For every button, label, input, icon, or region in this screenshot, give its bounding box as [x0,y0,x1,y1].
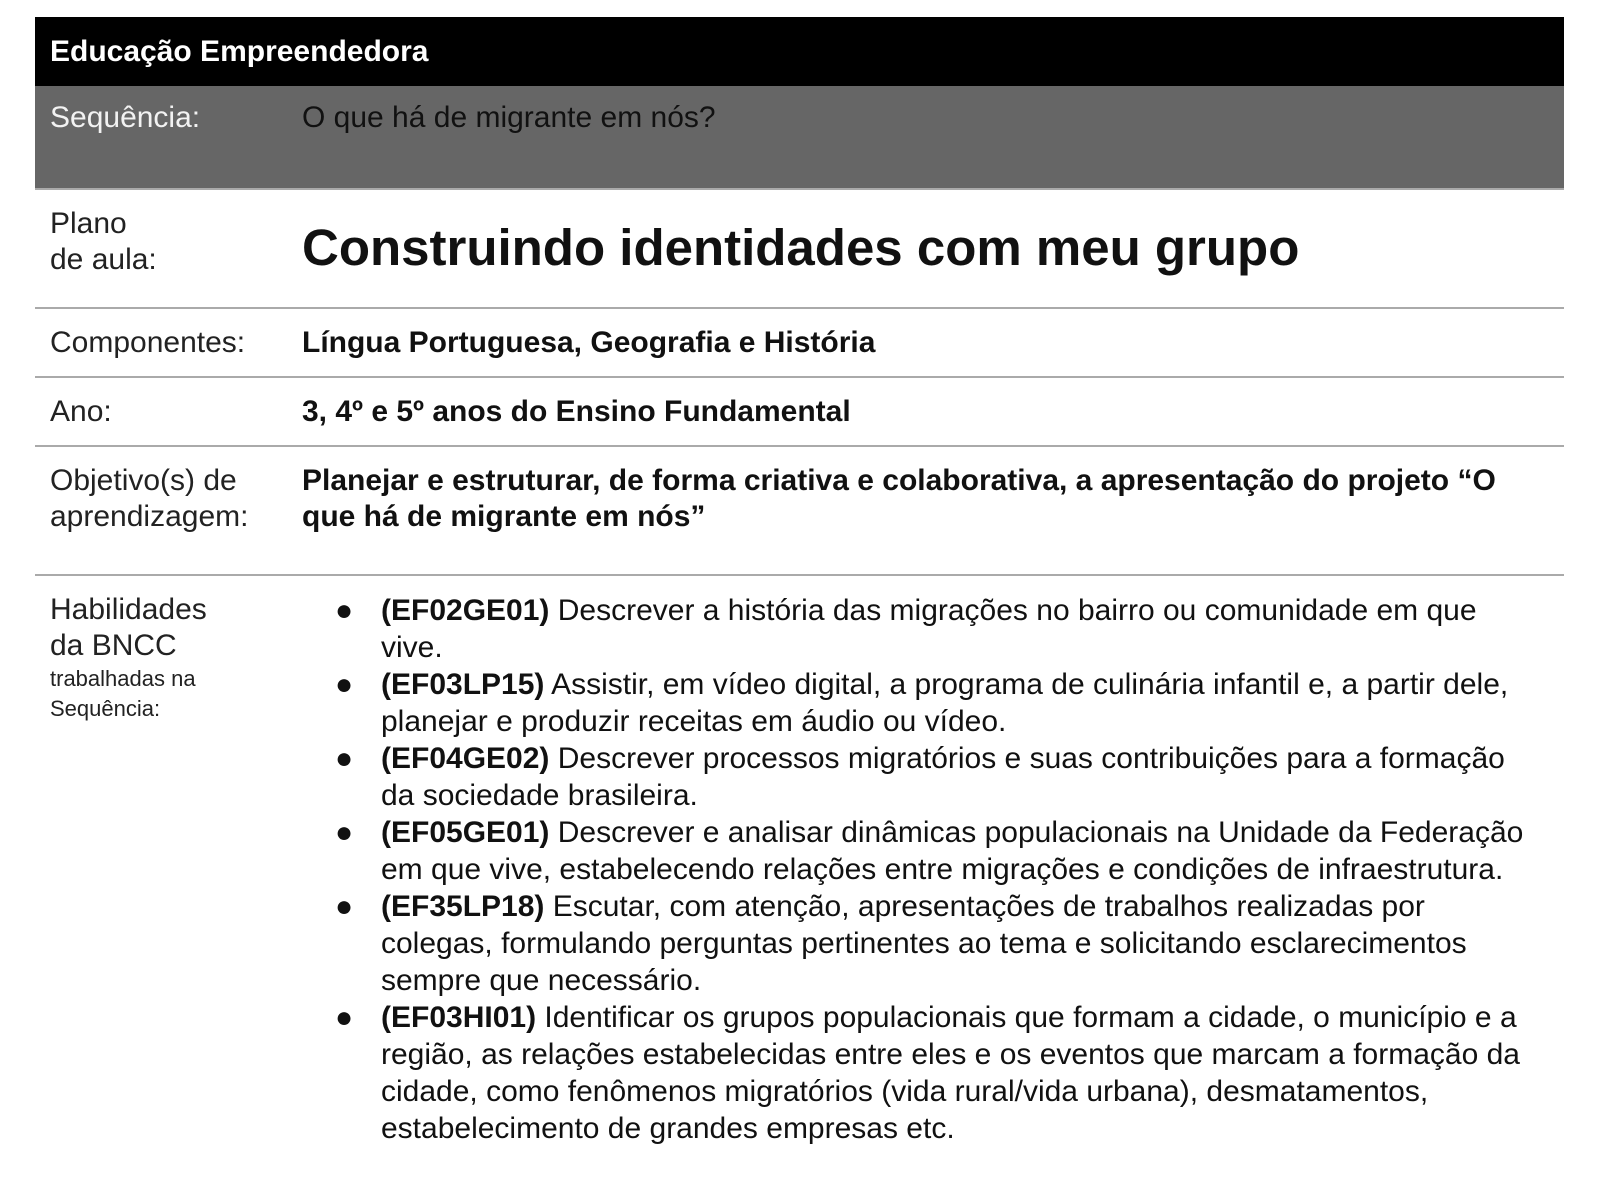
lesson-plan-label [35,206,302,307]
bullet-icon: ● [335,668,354,701]
bullet-icon: ● [335,742,354,775]
skill-item [302,814,1564,888]
skill-code: (EF05GE01) [381,816,550,849]
skills-label-small: trabalhadas na [50,666,196,691]
bullet-icon: ● [335,594,354,627]
bullet-icon: ● [335,816,354,849]
skill-item [302,999,1564,1147]
skill-item [302,592,1564,666]
lesson-plan-row [35,190,1564,309]
skills-list [302,592,1564,1147]
skill-code: (EF02GE01) [381,594,550,627]
skill-item [302,888,1564,999]
skill-code: (EF04GE02) [381,742,550,775]
objectives-label [35,463,302,574]
skills-row [35,576,1564,1147]
objectives-label-line: aprendizagem: [50,500,249,533]
sequence-label: Sequência: [50,101,201,134]
components-label: Componentes: [50,326,246,359]
skill-code: (EF03HI01) [381,1001,537,1034]
skill-code: (EF35LP18) [381,890,545,923]
lesson-plan-label-line: Plano [50,207,127,240]
skill-item [302,666,1564,740]
components-value: Língua Portuguesa, Geografia e História [302,326,876,359]
year-row [35,378,1564,447]
objectives-value: Planejar e estruturar, de forma criativa e colaborativa, a apresentação do projeto “O que há de migrante em nós” [302,464,1496,533]
skill-text: Escutar, com atenção, apresentações de trabalhos realizadas por colegas, formulando perguntas pertinentes ao tema e solicitando esclarecimentos sempre que necessário. [381,890,1467,997]
year-label: Ano: [50,395,112,428]
lesson-plan-title: Construindo identidades com meu grupo [302,219,1300,276]
skills-label-small: Sequência: [50,696,161,721]
skill-text: Descrever a história das migrações no bairro ou comunidade em que vive. [381,594,1477,664]
bullet-icon: ● [335,1001,354,1034]
skills-label-line: Habilidades [50,593,207,626]
skill-text: Assistir, em vídeo digital, a programa de culinária infantil e, a partir dele, planejar e produzir receitas em áudio ou vídeo. [381,668,1509,738]
document-header: Educação Empreendedora [35,17,1564,86]
skill-code: (EF03LP15) [381,668,545,701]
objectives-row [35,447,1564,576]
skill-text: Identificar os grupos populacionais que formam a cidade, o município e a região, as relações estabelecidas entre eles e os eventos que marcam a formação da cidade, como fenômenos migratórios (vida rural/vida urbana), desmatamentos, estabelecimento de grandes empresas etc. [381,1001,1520,1145]
lesson-plan-document [35,17,1564,1147]
skill-text: Descrever processos migratórios e suas contribuições para a formação da sociedade brasileira. [381,742,1505,812]
skill-text: Descrever e analisar dinâmicas populacionais na Unidade da Federação em que vive, estabelecendo relações entre migrações e condições de infraestrutura. [381,816,1524,886]
lesson-plan-label-line: de aula: [50,243,157,276]
skills-label-line: da BNCC [50,629,177,662]
skills-label [35,592,302,1147]
year-value: 3, 4º e 5º anos do Ensino Fundamental [302,395,851,428]
skill-item [302,740,1564,814]
components-row [35,309,1564,378]
sequence-value: O que há de migrante em nós? [302,101,716,134]
objectives-label-line: Objetivo(s) de [50,464,237,497]
bullet-icon: ● [335,890,354,923]
sequence-row [35,86,1564,190]
